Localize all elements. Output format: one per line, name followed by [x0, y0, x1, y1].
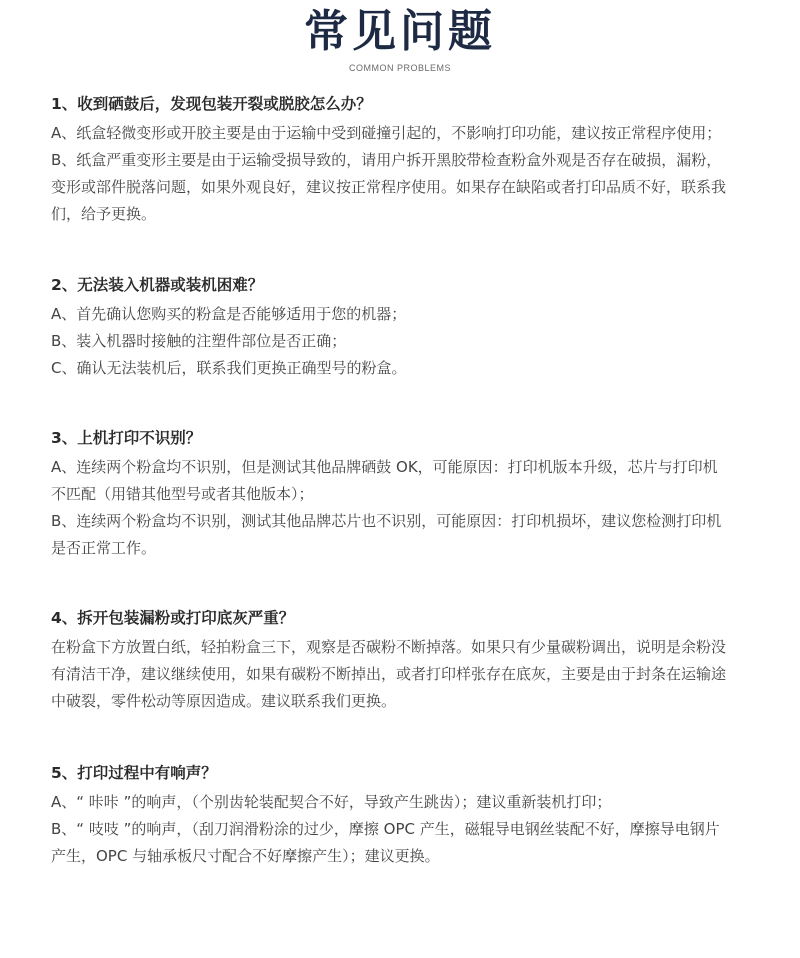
answer-line: A、“ 咔咔 ”的响声，（个别齿轮装配契合不好，导致产生跳齿）；建议重新装机打印； — [51, 793, 612, 811]
faq-item — [51, 94, 763, 228]
faq-answer — [51, 120, 763, 228]
answer-line: 产生，OPC 与轴承板尺寸配合不好摩擦产生）；建议更换。 — [51, 847, 440, 865]
answer-line: 不匹配（用错其他型号或者其他版本）； — [51, 485, 314, 503]
faq-question: 3、上机打印不识别？ — [51, 429, 202, 447]
faq-answer — [51, 454, 763, 562]
answer-line: 是否正常工作。 — [51, 539, 157, 557]
answer-line: B、“ 吱吱 ”的响声，（刮刀润滑粉涂的过少，摩擦 OPC 产生，磁辊导电钢丝装配不好，摩擦导电钢片 — [51, 820, 720, 838]
faq-item — [51, 608, 763, 715]
faq-item — [51, 763, 763, 870]
faq-question: 2、无法装入机器或装机困难？ — [51, 276, 264, 294]
answer-line: C、确认无法装机后，联系我们更换正确型号的粉盒。 — [51, 359, 407, 377]
faq-question: 1、收到硒鼓后，发现包装开裂或脱胶怎么办？ — [51, 95, 372, 113]
answer-line: 们，给予更换。 — [51, 205, 157, 223]
answer-line: B、纸盒严重变形主要是由于运输受损导致的，请用户拆开黑胶带检查粉盒外观是否存在破损，漏粉， — [51, 151, 722, 169]
page-header — [0, 0, 800, 74]
faq-answer — [51, 634, 763, 715]
answer-line: A、首先确认您购买的粉盒是否能够适用于您的机器； — [51, 305, 407, 323]
answer-line: A、纸盒轻微变形或开胶主要是由于运输中受到碰撞引起的，不影响打印功能，建议按正常程序使用； — [51, 124, 722, 142]
answer-line: 中破裂，零件松动等原因造成。建议联系我们更换。 — [51, 692, 397, 710]
faq-item — [51, 428, 763, 562]
page-subtitle: COMMON PROBLEMS — [348, 63, 451, 73]
answer-line: B、装入机器时接触的注塑件部位是否正确； — [51, 332, 347, 350]
faq-question: 4、拆开包装漏粉或打印底灰严重？ — [51, 609, 295, 627]
answer-line: 在粉盒下方放置白纸，轻拍粉盒三下，观察是否碳粉不断掉落。如果只有少量碳粉调出，说明是余粉没 — [51, 638, 727, 656]
faq-question: 5、打印过程中有响声？ — [51, 764, 217, 782]
answer-line: 变形或部件脱落问题，如果外观良好，建议按正常程序使用。如果存在缺陷或者打印品质不好，联系我 — [51, 178, 727, 196]
answer-line: B、连续两个粉盒均不识别，测试其他品牌芯片也不识别，可能原因：打印机损坏，建议您检测打印机 — [51, 512, 722, 530]
page-title: 常见问题 — [304, 6, 496, 57]
answer-line: A、连续两个粉盒均不识别，但是测试其他品牌硒鼓 OK，可能原因：打印机版本升级，芯片与打印机 — [51, 458, 718, 476]
faq-answer — [51, 789, 763, 870]
faq-item — [51, 275, 763, 382]
answer-line: 有清洁干净，建议继续使用，如果有碳粉不断掉出，或者打印样张存在底灰，主要是由于封条在运输途 — [51, 665, 727, 683]
faq-answer — [51, 301, 763, 382]
